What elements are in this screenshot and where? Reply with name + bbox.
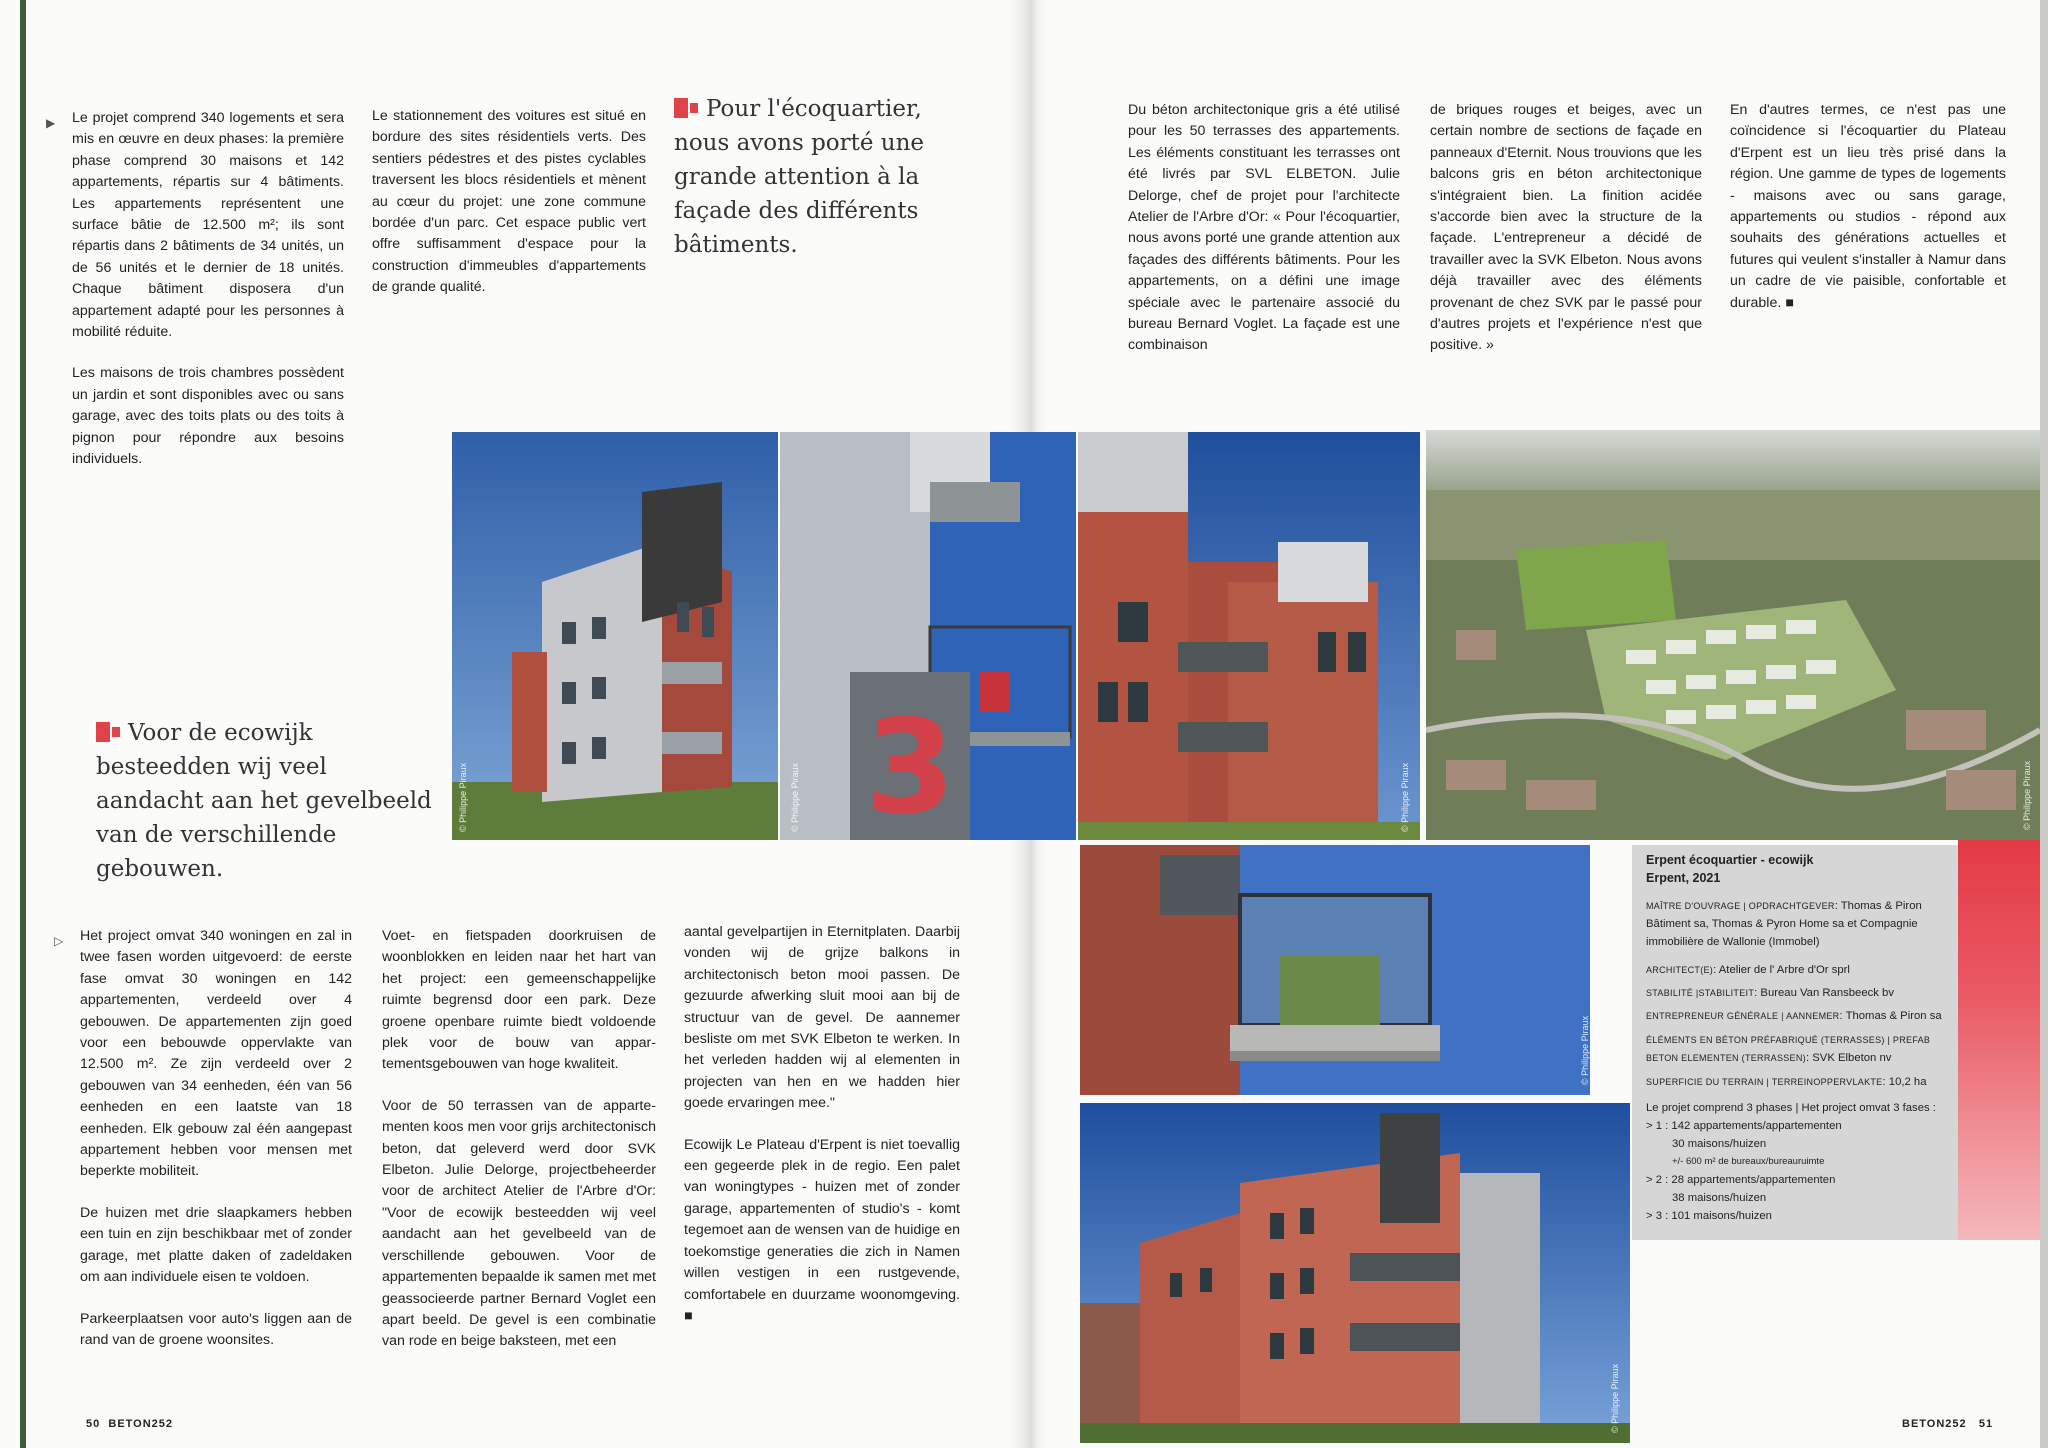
photo-aerial-view bbox=[1426, 430, 2040, 840]
info-subtitle: Erpent, 2021 bbox=[1646, 871, 1721, 885]
paragraph: Du béton architectonique gris a été utilisé pour les 50 terrasses des appartements. Les éléments constituant les terrasses ont été livrés par SVL ELBETON. Julie Delorge, chef de projet pour l'architecte Atelier de l'Arbre d'Or: « Pour l'écoquartier, nous avons porté une grande attention aux façades des différents bâtiments. Pour les appartements, on a défini une image spéciale avec le partenaire associé du bureau Bernard Voglet. La façade est une combinaison bbox=[1128, 102, 1400, 354]
french-marker-icon: ▶ bbox=[46, 116, 56, 130]
paragraph: Het project omvat 340 woningen en zal in twee fasen worden uitgevoerd: de eerste fase omvat 30 woningen en 142 appartementen, verdeeld over 4 gebouwen. De appartementen zijn goed voor een bebouwde oppervlakte van 12.500 m². Ze zijn verdeeld over 2 gebouwen van 34 eenheden, één van 56 eenheden en een laatste van 18 eenheden. Elk gebouw zal één aangepast appartement hebben voor mensen met beperkte mobiliteit. bbox=[80, 928, 352, 1180]
info-row: MAÎTRE D'OUVRAGE | OPDRACHTGEVER: Thomas & Piron Bâtiment sa, Thomas & Pyron Home sa et Compagnie immobilière de Wallonie (Immobel) bbox=[1646, 900, 1922, 948]
phase-line: 38 maisons/huizen bbox=[1672, 1192, 1767, 1204]
info-label: MAÎTRE D'OUVRAGE | OPDRACHTGEVER bbox=[1646, 901, 1835, 911]
info-label: STABILITÉ |STABILITEIT bbox=[1646, 988, 1755, 998]
paragraph: aantal gevelpartijen in Eternitplaten. Daarbij vonden wij de grijze balkons in architectonisch beton mooi passen. De gezuurde afwerking sluit mooi aan bij de structuur van de gevel. De aannemer besliste om met SVK Elbeton te werken. In het verleden hadden wij al elementen in projecten van hen en we hadden hier goede ervaringen mee." bbox=[684, 924, 960, 1112]
info-value: 10,2 ha bbox=[1888, 1076, 1927, 1088]
info-value: SVK Elbeton nv bbox=[1812, 1052, 1892, 1064]
phase-line: > 1 : 142 appartements/appartementen bbox=[1646, 1120, 1842, 1132]
info-label: ENTREPRENEUR GÉNÉRALE | AANNEMER bbox=[1646, 1011, 1840, 1021]
paragraph: En d'autres termes, ce n'est pas une coïncidence si l'écoquartier du Plateau d'Erpent est un lieu très prisé dans la région. Une gamme de types de logements - maisons avec ou sans garage, appartements ou studios - répond aux souhaits des générations actuelles et futures qui veulent s'installer à Namur dans un cadre de vie paisible, confortable et durable. ■ bbox=[1730, 102, 2006, 311]
info-row: ÉLÉMENTS EN BÉTON PRÉFABRIQUÉ (TERRASSES) | PREFAB BETON ELEMENTEN (TERRASSEN): SVK Elbeton nv bbox=[1646, 1035, 1931, 1064]
french-column-1 bbox=[72, 108, 344, 491]
phase-line: 30 maisons/huizen bbox=[1672, 1138, 1767, 1150]
photo-apartment-building bbox=[452, 432, 778, 840]
info-value: Bureau Van Ransbeeck bv bbox=[1760, 987, 1894, 999]
photo-credit: © Philippe Piraux bbox=[458, 762, 468, 832]
page-number: 51 bbox=[1978, 1418, 1994, 1430]
paragraph: Ecowijk Le Plateau d'Erpent is niet toevallig een gegeerde plek in de regio. Een palet van woningtypes - huizen met of zonder garage, appartementen of studio's - komt tegemoet aan de wensen van de huidige en toekomstige generaties die zich in Namen willen vestigen in een rustgevende, comfortabele en duurzame woonomgeving. ■ bbox=[684, 1136, 960, 1324]
dutch-marker-icon: ▷ bbox=[54, 934, 64, 948]
photo-apartment-complex bbox=[1080, 1103, 1630, 1443]
info-row: SUPERFICIE DU TERRAIN | TERREINOPPERVLAKTE: 10,2 ha bbox=[1646, 1076, 1927, 1088]
info-label: ARCHITECT(E) bbox=[1646, 965, 1714, 975]
pull-quote-nl bbox=[96, 716, 436, 886]
page-footer-right bbox=[1902, 1418, 1993, 1430]
photo-credit: © Philippe Piraux bbox=[2022, 760, 2032, 830]
magazine-name: BETON252 bbox=[1902, 1418, 1967, 1430]
dutch-column-1 bbox=[80, 926, 352, 1371]
quote-marker-icon bbox=[674, 98, 700, 118]
pull-quote-fr bbox=[674, 92, 944, 262]
french-column-3 bbox=[1128, 100, 1400, 377]
project-info-box bbox=[1632, 845, 1958, 1240]
paragraph: Les maisons de trois chambres possèdent un jardin et sont disponibles avec ou sans garage, avec des toits plats ou des toits à pignon pour répondre aux besoins individuels. bbox=[72, 365, 344, 468]
paragraph: Le projet comprend 340 logements et sera mis en œuvre en deux phases: la première phase comprend 30 maisons et 142 appartements, répartis sur 4 bâtiments. Les appartements représentent une surface bâtie de 12.500 m²; ils sont répartis dans 2 bâtiments de 34 unités, un de 56 unités et le dernier de 18 unités. Chaque bâtiment disposera d'un appartement adapté pour les personnes à mobilité réduite. bbox=[72, 110, 344, 341]
dutch-column-3 bbox=[684, 922, 960, 1347]
quote-marker-icon bbox=[96, 722, 122, 742]
page-footer-left bbox=[86, 1418, 173, 1430]
info-label: SUPERFICIE DU TERRAIN | TERREINOPPERVLAKTE bbox=[1646, 1077, 1883, 1087]
magazine-name: BETON252 bbox=[108, 1418, 174, 1430]
french-column-5 bbox=[1730, 100, 2006, 334]
french-column-2 bbox=[372, 106, 646, 319]
svg-text:3: 3 bbox=[864, 691, 956, 840]
info-value: Atelier de l' Arbre d'Or sprl bbox=[1718, 964, 1850, 976]
pull-quote-text: Pour l'écoquartier, nous avons porté une grande attention à la façade des différents bâtiments. bbox=[674, 96, 925, 258]
photo-number-three-wall bbox=[780, 432, 1076, 840]
info-value: Thomas & Piron sa bbox=[1845, 1010, 1942, 1022]
paragraph: De huizen met drie slaapkamers hebben een tuin en zijn beschikbaar met of zonder garage, met platte daken of zadeldaken om aan individuele eisen te voldoen. bbox=[80, 1204, 352, 1286]
photo-credit: © Philippe Piraux bbox=[1400, 762, 1410, 832]
info-title: Erpent écoquartier - ecowijk bbox=[1646, 853, 1814, 867]
phases-heading: Le projet comprend 3 phases | Het project omvat 3 fases : bbox=[1646, 1102, 1936, 1114]
info-value: Thomas & Piron Bâtiment sa, Thomas & Pyron Home sa et Compagnie immobilière de Wallonie (Immobel) bbox=[1646, 900, 1922, 948]
page-edge bbox=[2040, 0, 2048, 1448]
phase-line: +/- 600 m² de bureaux/bureauruimte bbox=[1672, 1156, 1825, 1167]
paragraph: Voet- en fietspaden doorkruisen de woonblokken en leiden naar het hart van het project: een gemeenschappelijke ruimte begrensd door een park. Deze groene openbare ruimte biedt voldoende plek voor de bouw van appartementsgebouwen van hoge kwaliteit. bbox=[382, 928, 656, 1073]
dutch-column-2 bbox=[382, 926, 656, 1373]
paragraph: Voor de 50 terrassen van de appartementen koos men voor grijs architectonisch beton, dat geleverd werd door SVK Elbeton. Julie Delorge, projectbeheerder voor de architect Atelier de l'Arbre d'Or: "Voor de ecowijk besteedden wij veel aandacht aan het gevelbeeld van de verschillende gebouwen. Voor de appartementen bepaalde ik samen met met geassocieerde partner Bernard Voglet een apart beeld. De gevel is een combinatie van rode en beige baksteen, met een bbox=[382, 1097, 656, 1350]
paragraph: Parkeerplaatsen voor auto's liggen aan de rand van de groene woonsites. bbox=[80, 1310, 352, 1348]
info-label: ÉLÉMENTS EN BÉTON PRÉFABRIQUÉ (TERRASSES) | PREFAB BETON ELEMENTEN (TERRASSEN) bbox=[1646, 1035, 1931, 1063]
accent-stripe bbox=[1958, 840, 2040, 1240]
photo-brick-apartments bbox=[1078, 432, 1420, 840]
paragraph: de briques rouges et beiges, avec un certain nombre de sections de façade en panneaux d'Eternit. Nous trouvions que les balcons gris en béton architectonique s'intégraient bien. La finition acidée s'accorde bien avec la structure de la façade. L'entrepreneur a décidé de travailler avec la SVK Elbeton. Nous avons déjà travailler avec des éléments provenant de chez SVK par le passé pour d'autres projets et l'expérience n'est que positive. » bbox=[1430, 102, 1702, 354]
page-number: 50 bbox=[86, 1418, 101, 1430]
pull-quote-text: Voor de ecowijk besteedden wij veel aandacht aan het gevelbeeld van de verschillende gebouwen. bbox=[96, 720, 432, 882]
photo-balcony bbox=[1080, 845, 1590, 1095]
photo-credit: © Philippe Piraux bbox=[1610, 1363, 1620, 1433]
paragraph: Le stationnement des voitures est situé en bordure des sites résidentiels verts. Des sentiers pédestres et des pistes cyclables traversent les blocs résidentiels et mènent au cœur du projet: une zone commune bordée d'un parc. Cet espace public vert offre suffisamment d'espace pour la construction d'immeubles d'appartements de grande qualité. bbox=[372, 108, 646, 296]
photo-credit: © Philippe Piraux bbox=[790, 762, 800, 832]
page-edge bbox=[20, 0, 26, 1448]
french-column-4 bbox=[1430, 100, 1702, 377]
info-row: ARCHITECT(E): Atelier de l' Arbre d'Or sprl bbox=[1646, 964, 1850, 976]
info-row: ENTREPRENEUR GÉNÉRALE | AANNEMER: Thomas & Piron sa bbox=[1646, 1010, 1942, 1022]
phase-line: > 3 : 101 maisons/huizen bbox=[1646, 1210, 1772, 1222]
phase-line: > 2 : 28 appartements/appartementen bbox=[1646, 1174, 1836, 1186]
photo-credit: © Philippe Piraux bbox=[1580, 1015, 1590, 1085]
info-row: STABILITÉ |STABILITEIT: Bureau Van Ransbeeck bv bbox=[1646, 987, 1894, 999]
